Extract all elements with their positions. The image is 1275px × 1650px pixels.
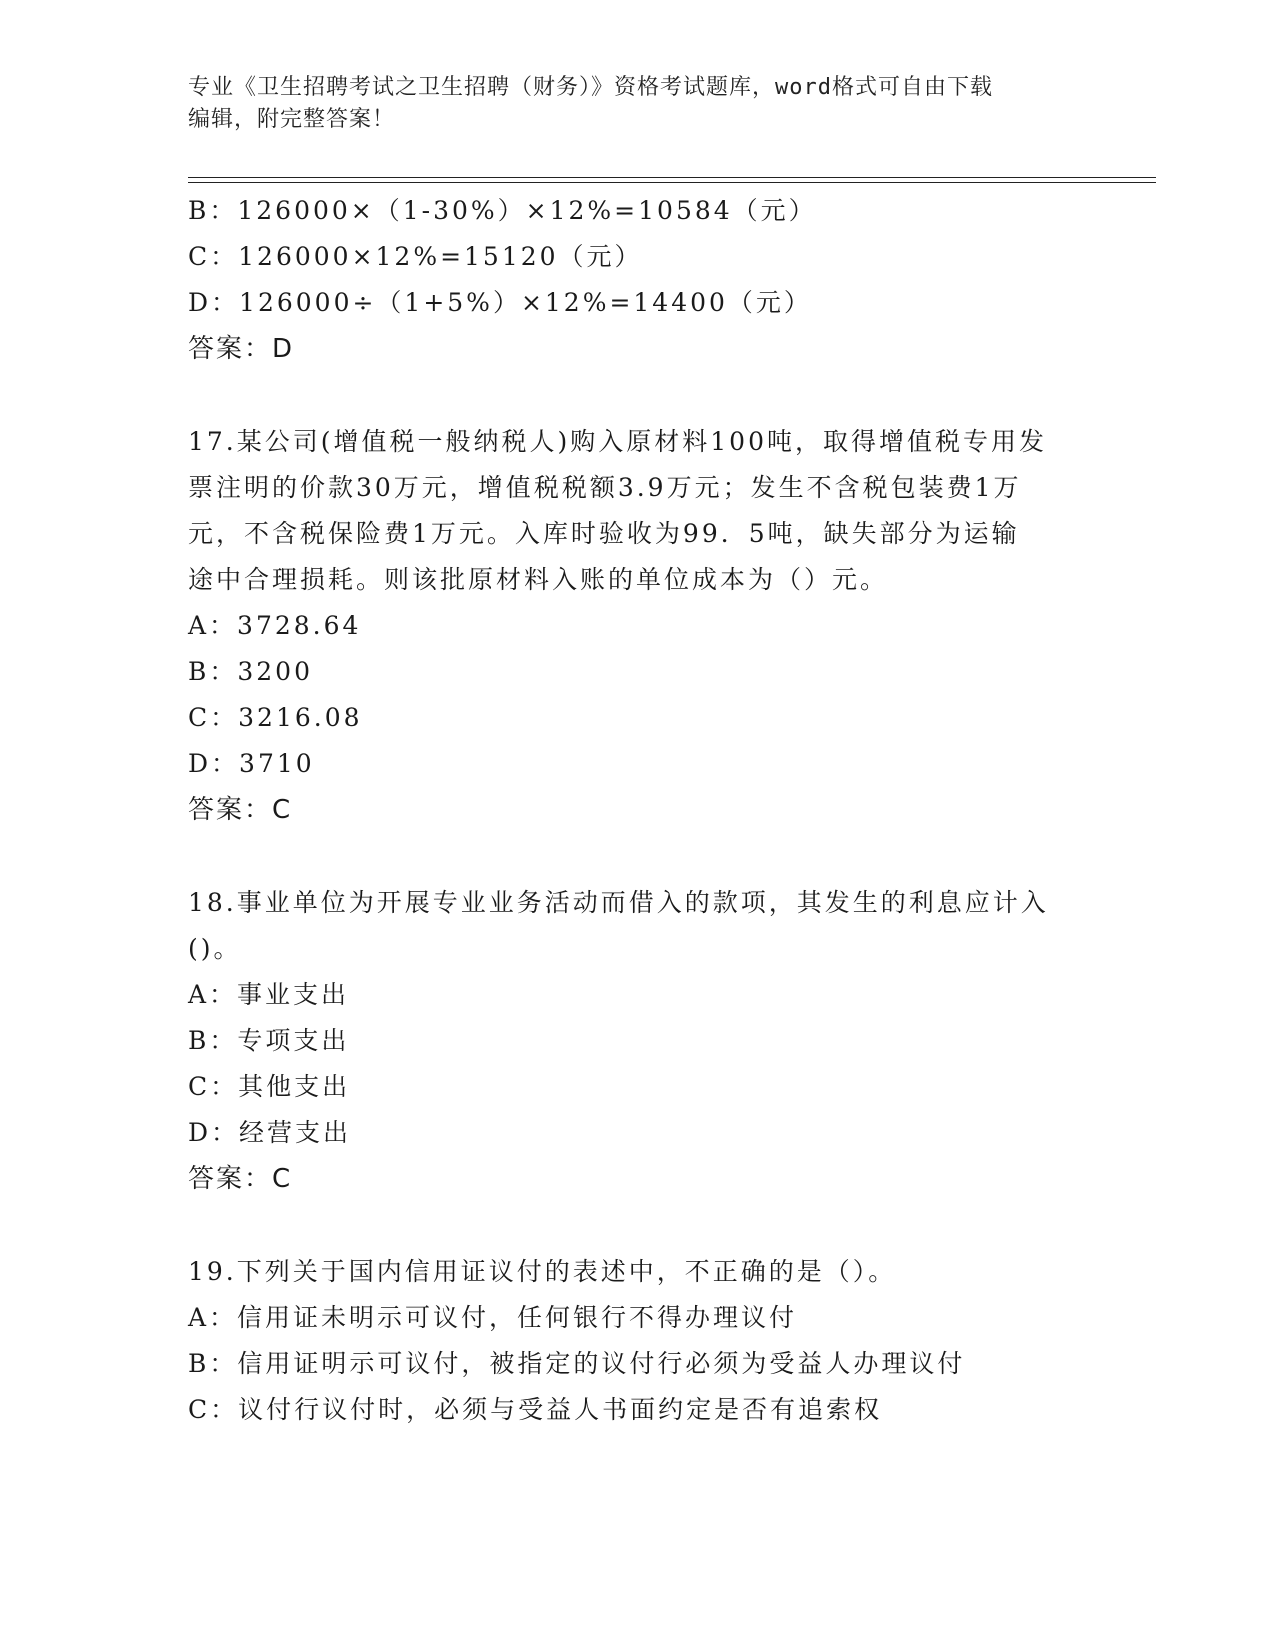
- option-c: C：126000×12%=15120（元）: [188, 242, 643, 271]
- answer: 答案：C: [188, 1164, 293, 1194]
- question-stem-line: 元，不含税保险费1万元。入库时验收为99．5吨，缺失部分为运输: [188, 519, 1020, 548]
- header-divider-top: [188, 177, 1156, 178]
- option-d: D：3710: [188, 749, 315, 778]
- question-17: [188, 419, 1088, 833]
- question-stem-line: 18.事业单位为开展专业业务活动而借入的款项，其发生的利息应计入: [188, 888, 1049, 917]
- option-a: A：事业支出: [188, 980, 350, 1009]
- answer: 答案：D: [188, 334, 295, 364]
- question-stem-line: 票注明的价款30万元，增值税税额3.9万元；发生不含税包装费1万: [188, 473, 1022, 502]
- document-header: [188, 72, 1088, 136]
- question-stem-line: 途中合理损耗。则该批原材料入账的单位成本为（）元。: [188, 565, 889, 594]
- header-divider-bottom: [188, 182, 1156, 183]
- option-c: C：议付行议付时，必须与受益人书面约定是否有追索权: [188, 1395, 883, 1424]
- question-16: [188, 188, 1088, 372]
- option-b: B：3200: [188, 657, 313, 686]
- header-line-1: 专业《卫生招聘考试之卫生招聘（财务）》资格考试题库，word格式可自由下载: [188, 75, 993, 100]
- option-c: C：3216.08: [188, 703, 363, 732]
- question-stem-line: 19.下列关于国内信用证议付的表述中，不正确的是（）。: [188, 1257, 897, 1286]
- option-b: B：126000×（1-30%）×12%=10584（元）: [188, 196, 817, 225]
- question-18: [188, 880, 1088, 1202]
- option-c: C：其他支出: [188, 1072, 351, 1101]
- question-stem-line: 17.某公司(增值税一般纳税人)购入原材料100吨，取得增值税专用发: [188, 427, 1047, 456]
- option-d: D：126000÷（1+5%）×12%=14400（元）: [188, 288, 812, 317]
- option-d: D：经营支出: [188, 1118, 352, 1147]
- question-list: [188, 188, 1088, 1433]
- answer: 答案：C: [188, 795, 293, 825]
- question-stem-line: ()。: [188, 934, 242, 963]
- header-line-2: 编辑，附完整答案！: [188, 107, 396, 132]
- option-b: B：信用证明示可议付，被指定的议付行必须为受益人办理议付: [188, 1349, 966, 1378]
- option-a: A：3728.64: [188, 611, 362, 640]
- question-19: [188, 1249, 1088, 1433]
- option-a: A：信用证未明示可议付，任何银行不得办理议付: [188, 1303, 798, 1332]
- option-b: B：专项支出: [188, 1026, 350, 1055]
